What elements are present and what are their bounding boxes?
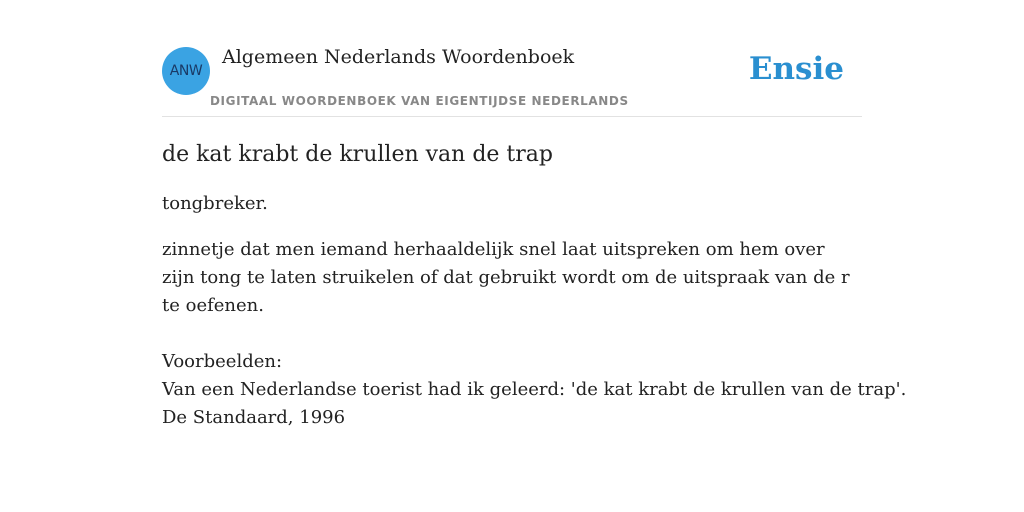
entry-content (162, 138, 907, 432)
example-sentence: Van een Nederlandse toerist had ik geleerd: 'de kat krabt de krullen van de trap'. (162, 379, 907, 400)
logo-text: ANW (169, 63, 203, 79)
site-title[interactable]: Algemeen Nederlands Woordenboek (222, 46, 575, 68)
example-source: De Standaard, 1996 (162, 407, 346, 428)
ensie-brand-link[interactable]: Ensie (748, 51, 844, 87)
entry-title: de kat krabt de krullen van de trap (162, 142, 553, 167)
anw-logo[interactable] (162, 47, 210, 95)
site-subtitle: DIGITAAL WOORDENBOEK VAN EIGENTIJDSE NEDERLANDS (210, 94, 629, 108)
examples-label: Voorbeelden: (162, 351, 283, 372)
definition: zinnetje dat men iemand herhaaldelijk snel laat uitspreken om hem over zijn tong te laten struikelen of dat gebruikt wordt om de uitspraak van de r te oefenen. (162, 239, 850, 316)
short-definition: tongbreker. (162, 193, 268, 214)
site-header (162, 46, 862, 117)
